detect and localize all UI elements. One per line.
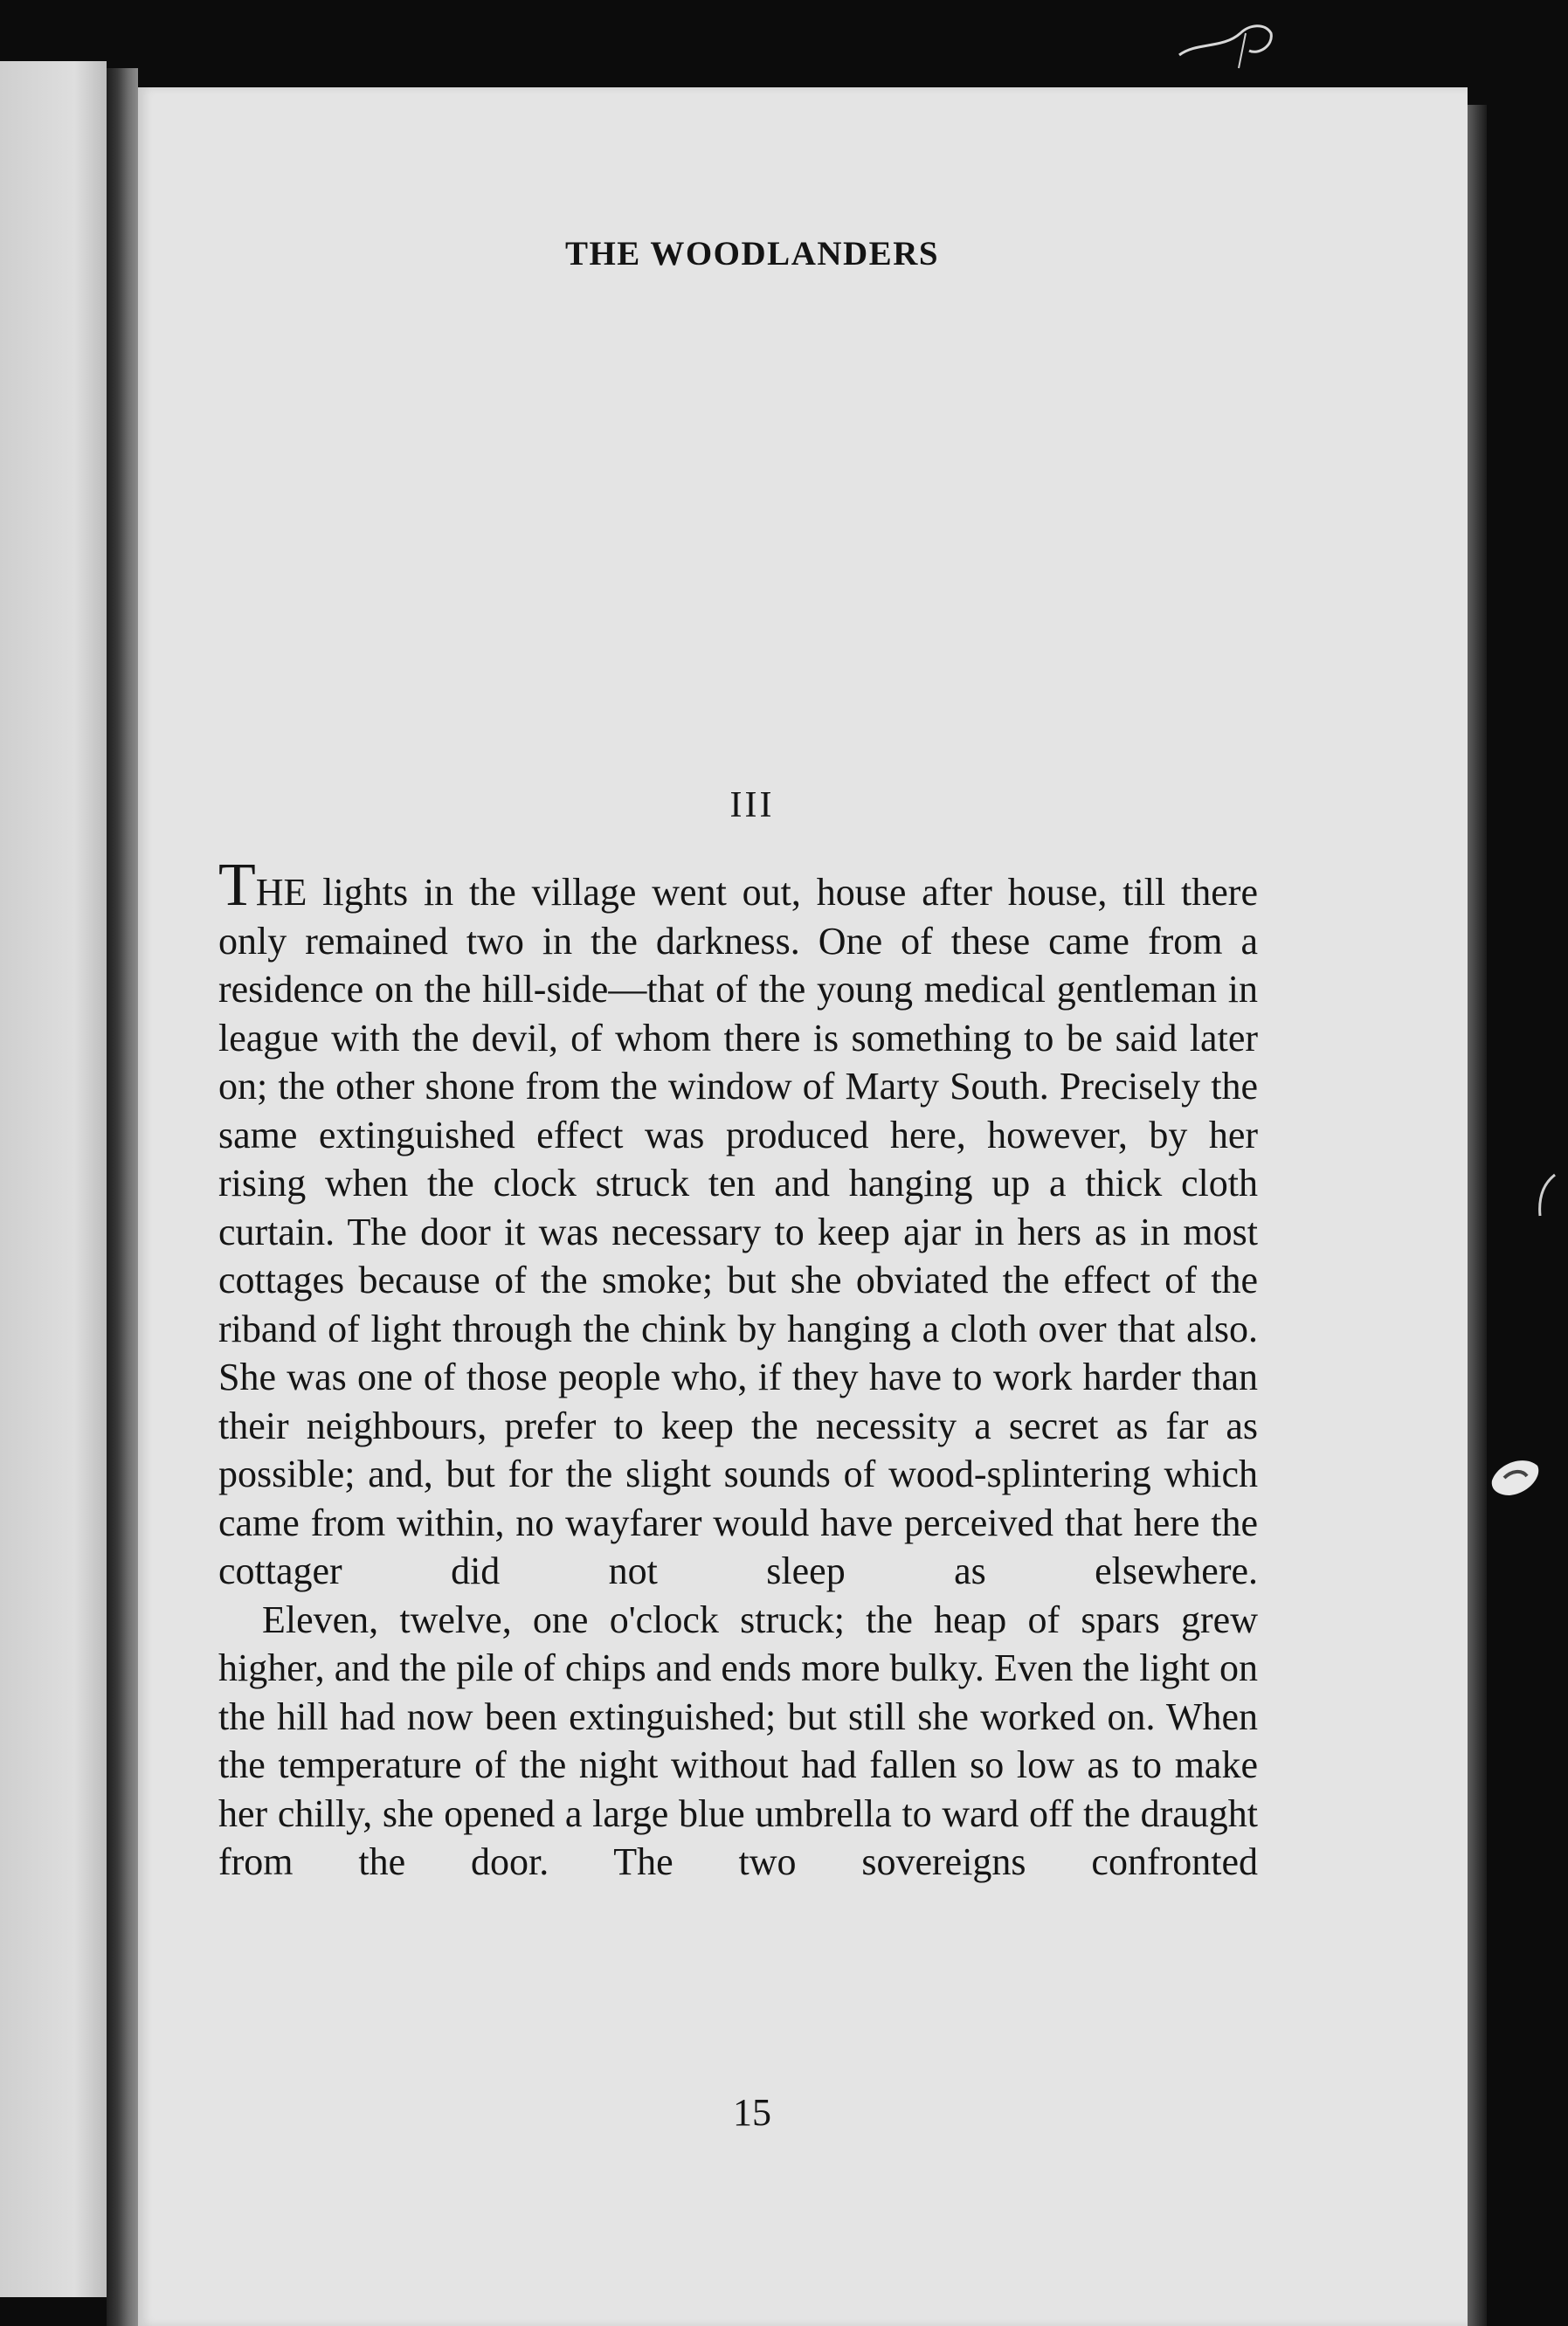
page-number: 15 xyxy=(733,2091,771,2134)
book-gutter xyxy=(107,68,138,2326)
margin-blot-mark xyxy=(1485,1450,1546,1502)
right-page-edge xyxy=(1468,105,1487,2326)
paragraph-1-lead: HE xyxy=(255,871,307,914)
running-head: THE WOODLANDERS xyxy=(564,235,940,273)
paragraph-2 xyxy=(218,1596,1258,1887)
drop-cap: T xyxy=(218,852,256,919)
body-text xyxy=(218,852,1258,1887)
paragraph-1-text: lights in the village went out, house after house, till there only remained two in the darkness. One of these came from a residence on the hill-side—that of the young medical gentleman in league with the devil, of whom there is something to be said later on; the other shone from the window of Marty South. Precisely the same extinguished effect was produced here, however, by her rising when the clock struck ten and hanging up a thick cloth curtain. The door it was necessary to keep ajar in hers as in most cottages because of the smoke; but she obviated the effect of the riband of light through the chink by hanging a cloth over that also. She was one of those people who, if they have to work harder than their neighbours, prefer to keep the necessity a secret as far as possible; and, but for the slight sounds of wood-splintering which came from within, no wayfarer would have perceived that here the cottager did not sleep as elsewhere. xyxy=(218,871,1258,1592)
margin-tick-mark xyxy=(1533,1170,1559,1223)
chapter-number: III xyxy=(729,785,775,825)
paragraph-1 xyxy=(218,852,1258,1596)
left-page-edge xyxy=(0,61,107,2297)
paragraph-2-text: Eleven, twelve, one o'clock struck; the heap of spars grew higher, and the pile of chips and ends more bulky. Even the light on the hill had now been extinguished; but still she worked on. When the temperature of the night without had fallen so low as to make her chilly, she opened a large blue umbrella to ward off the draught from the door. The two sovereigns confronted xyxy=(218,1598,1258,1883)
top-scratch-mark xyxy=(1162,7,1284,77)
